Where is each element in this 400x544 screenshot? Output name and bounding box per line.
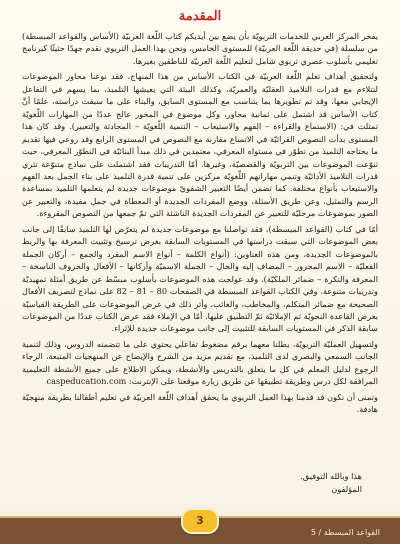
- paragraph-1: يفخر المركز العربي للخدمات التربويّة بأن يضع بين أيديكم كتاب اللّغة العربيّة (الأساس والقواعد المبسطة) من سلسلة (في حديقة اللّغة العربيّة) للمستوى الخامس، ونحن بهذا العمل التربوي نقدم جهدًا حثيثًا كبرنامج تعليمي بأسلوب عصري تربوي شامل لتعليم اللّغة العربيّة للناطقين بغيرها.: [22, 31, 378, 66]
- page-title: المقدمة: [178, 9, 222, 24]
- paragraph-3: أمّا في كتاب (القواعد المبسطة)، فقد تواصلنا مع موضوعات جديدة لم يتعرّض لها التلميذ سابقًا إلى جانب بعض الموضوعات التي سبقت دراستها في المستويات السابقة بغرض ترسيخ وتثبيت المعرفة بها والربط بالموضوعات الجديدة، ومن هذه العناوين: (أنواع الكلمة – أنواع الاسم المفرد والجمع – أركان الجملة الفعليّة – الاسم المجرور – المضاف إليه والحال – الجملة الاسميّة وأركانها – الأفعال والحروف الناسخة – المعرفة والنكرة – ضمائر الملكيّة). وقد عولجت هذه الموضوعات بأسلوب مبسّط عن طريق أمثلة تمهيديّة وتدريبات متنوعة. وفي الكتاب القواعد المبسطة في الصفحات 80 – 81 – 82 على نماذج لتصريف الأفعال الصحيحة مع ضمائر المتكلم، والمخاطب، والغائب، وأثر ذلك في عرض الموضوعات على الطريقة القياسيّة بعرض القاعدة النحويّة ثم الإملائيّة ثمّ التطبيق عليها. أمّا في الإملاء فقد عرض الكتاب عددًا من الموضوعات سابقة الذكر في المستويات السابقة للتثبيت إلى جانب موضوعات جديدة للإثراء.: [22, 223, 378, 334]
- introduction-body: [22, 30, 378, 419]
- paragraph-4: ولتسهيل العمليّة التربويّة، يطلنا معهما برقم مضغوط تفاعلي يحتوي على ما تتضمنه الدروس، وذلك لتنمية الجانب السمعي والبصري لدى التلميذ، مع تقديم مزيد من الشرح والإيضاح عن المنهجيات المتبعة، الرجاء الرجوع لدليل المعلم في كل ما يتعلق بالتدريس والأنشطة، ويمكن الاطلاع على جميع الأنشطة التعليمية المرافقة لكل درس وطريقة تطبيقها عن طريق زيارة موقعنا على الإنترنت: caspeducation.com: [22, 338, 378, 387]
- closing-block: [300, 470, 362, 496]
- authors-line: المؤلفون: [331, 484, 362, 494]
- footer-book-title: القواعد المبسطة / 5: [310, 528, 380, 537]
- paragraph-2: ولتحقيق أهداف تعلم اللّغة العربيّة في الكتاب الأساس من هذا المنهاج، فقد نوعنا محاور الموضوعات لتتلاءم مع قدرات التلاميذ العقليّة والعمريّة، وكذلك البيئة التي يعيشها التلميذ، بما يسهم في التفاعل الإيجابي معها، وقد تم تطويرها بما يتناسب مع المستوى السابق، والبناء على ما سبقت دراسته، علمًا أنَّ كتاب الأساس قد اشتمل على ثمانية محاور، وكل موضوع في المحور عالج عددًا من المهارات اللّغويّة تمثلت في: (الاستماع والقراءة – الفهم والاستيعاب – التنمية اللّغويّة – المحادثة والتعبير). وقد كان هذا المستوى بدأت النصوص القرائيّة في الاتساع مقارنة مع النصوص في المستوى الرابع وقد روعي فيها تقديم ما يحتاجه التلميذ من تطوّر في مستواه المعرفي، معتمدين في ذلك مبدأ البنائيّة في التطوّر المعرفي، حيث تنوّعت الموضوعات بين التربويّة والقصصيّة، وغيرها. أمّا التدريبات فقد اشتملت على نماذج متنوّعة تثري قدرات التلاميذ الأدائيّة وتنمي مهاراتهم اللّغويّة مركزين على تنمية قدرة التلميذ على بناء الجمل بعد الفهم والاستيعاب بأنواع مختلفة. كما تضمن أيضًا التعبير الشفويّ موضوعات جديدة لم يتعلمها التلميذ بمساعدة الرسم والتمثيل، وعن طريق الأسئلة، ووضع المفردات الجديدة أو المعطاة في جمل مفيدة، والتعبير عن الصور بموضوعات مرحليّة للتعبير عن المفردات الجديدة الناشئة التي تمّ جمعها من النصوص المقروءة.: [22, 71, 378, 219]
- closing-line: هذا وبالله التوفيق.: [300, 471, 362, 481]
- page-number-badge: 3: [181, 508, 219, 534]
- paragraph-5: وتمنى أن نكون قد قدمنا بهذا العمل التربوي ما يحقق أهداف اللّغة العربيّة في تعليم أطفالنا بطريقة منهجيّة هادفة.: [22, 391, 378, 415]
